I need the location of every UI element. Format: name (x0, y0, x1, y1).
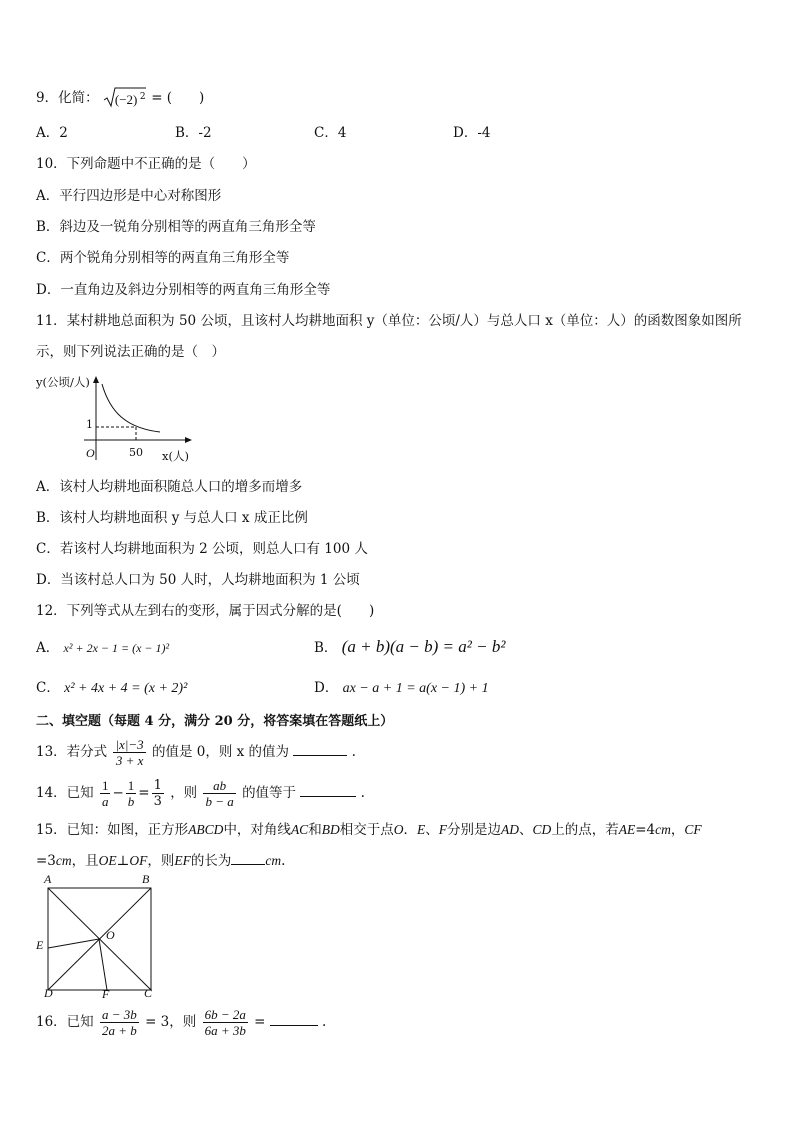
q12-option-c-expr: x² + 4x + 4 = (x + 2)² (64, 681, 188, 696)
q16-f2-denominator: 6a + 3b (204, 1023, 246, 1038)
q12-option-a-label: A． (36, 640, 60, 656)
q15-text-f: 、 (425, 822, 439, 838)
q15-unit-2: cm (55, 853, 72, 868)
q10-option-d: D．一直角边及斜边分别相等的两直角三角形全等 (36, 282, 331, 298)
q11-graph (36, 372, 196, 468)
q11-option-b: B．该村人均耕地面积 y 与总人口 x 成正比例 (36, 510, 308, 526)
q14-fraction-1 (100, 778, 111, 809)
q14-f2-denominator: b (127, 794, 135, 809)
q15-seg-of: OF (129, 853, 148, 868)
q12-option-d-label: D． (314, 680, 339, 696)
q16-fraction-1 (100, 1007, 139, 1038)
q12-option-c-label: C． (36, 680, 60, 696)
graph-x-label: x(人) (162, 449, 189, 463)
q14-f3-denominator: 3 (153, 794, 162, 809)
q16-end: . (322, 1014, 327, 1030)
q15-text-e: ． (403, 822, 417, 838)
q16-fraction-2 (203, 1007, 248, 1038)
q13-fraction (113, 737, 145, 768)
q16-eq2: = (254, 1014, 266, 1030)
q15-unit-1: cm (655, 822, 671, 837)
perpendicular-icon: ⊥ (116, 853, 130, 869)
q9-option-a: A．2 (36, 125, 68, 141)
figure-label-a: A (44, 872, 52, 886)
q13-answer-blank[interactable] (293, 743, 347, 756)
q12-option-b-label: B． (314, 640, 338, 656)
graph-origin: O (86, 446, 95, 460)
q15-text-k: ， (670, 822, 685, 838)
q15-text-j: =4 (635, 822, 656, 838)
q10-option-a: A．平行四边形是中心对称图形 (36, 188, 222, 204)
q16-eq1: = 3，则 (145, 1014, 197, 1030)
q15-point-e: E (416, 822, 426, 837)
q15-seg-oe: OE (98, 853, 117, 868)
graph-x-tick: 50 (129, 446, 143, 459)
figure-label-c: C (144, 986, 153, 1000)
q15-diag-ac: AC (290, 822, 309, 837)
q14-mid: ，则 (170, 785, 198, 801)
q12-option-a (36, 638, 169, 658)
q15-end: . (281, 853, 286, 869)
q9-stem-text: 9．化简： (36, 90, 99, 106)
q11-option-d: D．当该村总人口为 50 人时，人均耕地面积为 1 公顷 (36, 572, 360, 588)
q9-option-b: B．-2 (175, 125, 212, 141)
figure-label-b: B (142, 872, 150, 886)
q9-option-c: C．4 (314, 125, 347, 141)
q13-end: . (351, 744, 356, 760)
q15-answer-blank[interactable] (231, 852, 265, 865)
figure-label-e: E (36, 938, 44, 952)
q11-stem-line1: 11．某村耕地总面积为 50 公顷，且该村人均耕地面积 y（单位：公顷/人）与总人口 x（单位：人）的函数图象如图所 (36, 313, 742, 329)
q15-text-b: 中，对角线 (223, 822, 291, 838)
q14-end: . (360, 785, 365, 801)
q15-point-o: O (393, 822, 404, 837)
q12-stem: 12．下列等式从左到右的变形，属于因式分解的是( ) (36, 603, 375, 619)
q15-figure-svg (34, 874, 164, 1004)
q15-seg-cf: CF (684, 822, 702, 837)
q15-seg-ae: AE (618, 822, 636, 837)
q14-answer-blank[interactable] (300, 784, 356, 797)
q14-prefix: 14．已知 (36, 785, 94, 801)
q15-line2 (36, 851, 285, 871)
q15-text-h: 、 (518, 822, 533, 838)
q15-text-l: =3 (36, 853, 56, 869)
hyperbola-curve (102, 384, 160, 432)
q15-square-label: ABCD (188, 822, 224, 837)
q11-option-c: C．若该村人均耕地面积为 2 公顷，则总人口有 100 人 (36, 541, 368, 557)
q16-f2-numerator: 6b − 2a (204, 1007, 246, 1022)
q9-radicand: (−2) (114, 91, 138, 107)
q14-fraction-3 (152, 778, 164, 809)
q12-option-d-expr: ax − a + 1 = a(x − 1) + 1 (342, 681, 489, 696)
q11-option-a: A．该村人均耕地面积随总人口的增多而增多 (36, 479, 303, 495)
q14-f3-numerator: 1 (153, 778, 162, 793)
q15-text-c: 和 (308, 822, 322, 838)
q15-figure (34, 874, 164, 1004)
q15-side-cd: CD (532, 822, 552, 837)
q14 (36, 776, 365, 810)
q15-line1 (36, 820, 702, 840)
q15-text-n: ，则 (147, 853, 175, 869)
q15-text-m: ，且 (71, 853, 99, 869)
q12-option-b (314, 637, 505, 658)
q13-suffix: 的值是 0，则 x 的值为 (151, 744, 290, 760)
q11-stem-line2: 示，则下列说法正确的是（ ） (36, 344, 225, 360)
q12-option-a-expr: x² + 2x − 1 = (x − 1)² (63, 641, 170, 655)
figure-label-f: F (102, 987, 110, 1001)
q10-option-b: B．斜边及一锐角分别相等的两直角三角形全等 (36, 219, 316, 235)
q13-denominator: 3 + x (115, 753, 144, 768)
graph-y-tick: 1 (86, 418, 93, 431)
q10-option-c: C．两个锐角分别相等的两直角三角形全等 (36, 250, 290, 266)
q16-f1-numerator: a − 3b (101, 1007, 137, 1022)
section-fill-in-title: 二、填空题（每题 4 分，满分 20 分，将答案填在答题纸上） (36, 714, 394, 729)
q15-point-f: F (438, 822, 447, 837)
q12-option-d (314, 678, 489, 699)
q14-f2-numerator: 1 (127, 778, 135, 793)
q16-answer-blank[interactable] (270, 1013, 318, 1026)
q16-prefix: 16．已知 (36, 1014, 94, 1030)
q13-prefix: 13．若分式 (36, 744, 108, 760)
q15-side-ad: AD (500, 822, 519, 837)
q13 (36, 735, 356, 769)
q13-numerator: |x|−3 (115, 737, 144, 752)
q15-seg-ef: EF (174, 853, 191, 868)
q16-f1-denominator: 2a + b (101, 1023, 137, 1038)
graph-y-label: y(公顷/人) (36, 375, 90, 389)
q15-text-g: 分别是边 (446, 822, 501, 838)
q14-f1-numerator: 1 (101, 778, 109, 793)
q15-answer-unit: cm (265, 853, 282, 868)
q9-tail: = ( ) (151, 90, 205, 106)
q9-radical (103, 89, 147, 109)
y-axis-arrow-icon (93, 376, 99, 383)
q14-equals: = (138, 785, 150, 801)
q15-text-o: 的长为 (190, 853, 232, 869)
q9-stem (36, 88, 204, 109)
q16 (36, 1004, 326, 1040)
q14-fraction-4 (203, 778, 235, 809)
q15-text-a: 15．已知：如图，正方形 (36, 822, 189, 838)
q12-option-c (36, 678, 187, 699)
q10-stem: 10．下列命题中不正确的是（ ） (36, 156, 256, 172)
q15-diag-bd: BD (321, 822, 340, 837)
q9-exponent: 2 (139, 91, 146, 102)
q15-text-i: 上的点，若 (551, 822, 619, 838)
x-axis-arrow-icon (185, 437, 192, 443)
q14-suffix: 的值等于 (242, 785, 297, 801)
q14-f4-numerator: ab (203, 778, 235, 794)
figure-label-d: D (44, 986, 53, 1000)
segment-of (99, 939, 107, 990)
q9-option-d: D．-4 (453, 125, 491, 141)
figure-label-o: O (106, 928, 115, 942)
q14-f1-denominator: a (101, 794, 109, 809)
q12-option-b-expr: (a + b)(a − b) = a² − b² (341, 637, 506, 656)
q14-f4-denominator: b − a (205, 794, 234, 809)
q15-text-d: 相交于点 (339, 822, 394, 838)
q14-fraction-2 (126, 778, 137, 809)
q14-minus: − (112, 785, 124, 801)
